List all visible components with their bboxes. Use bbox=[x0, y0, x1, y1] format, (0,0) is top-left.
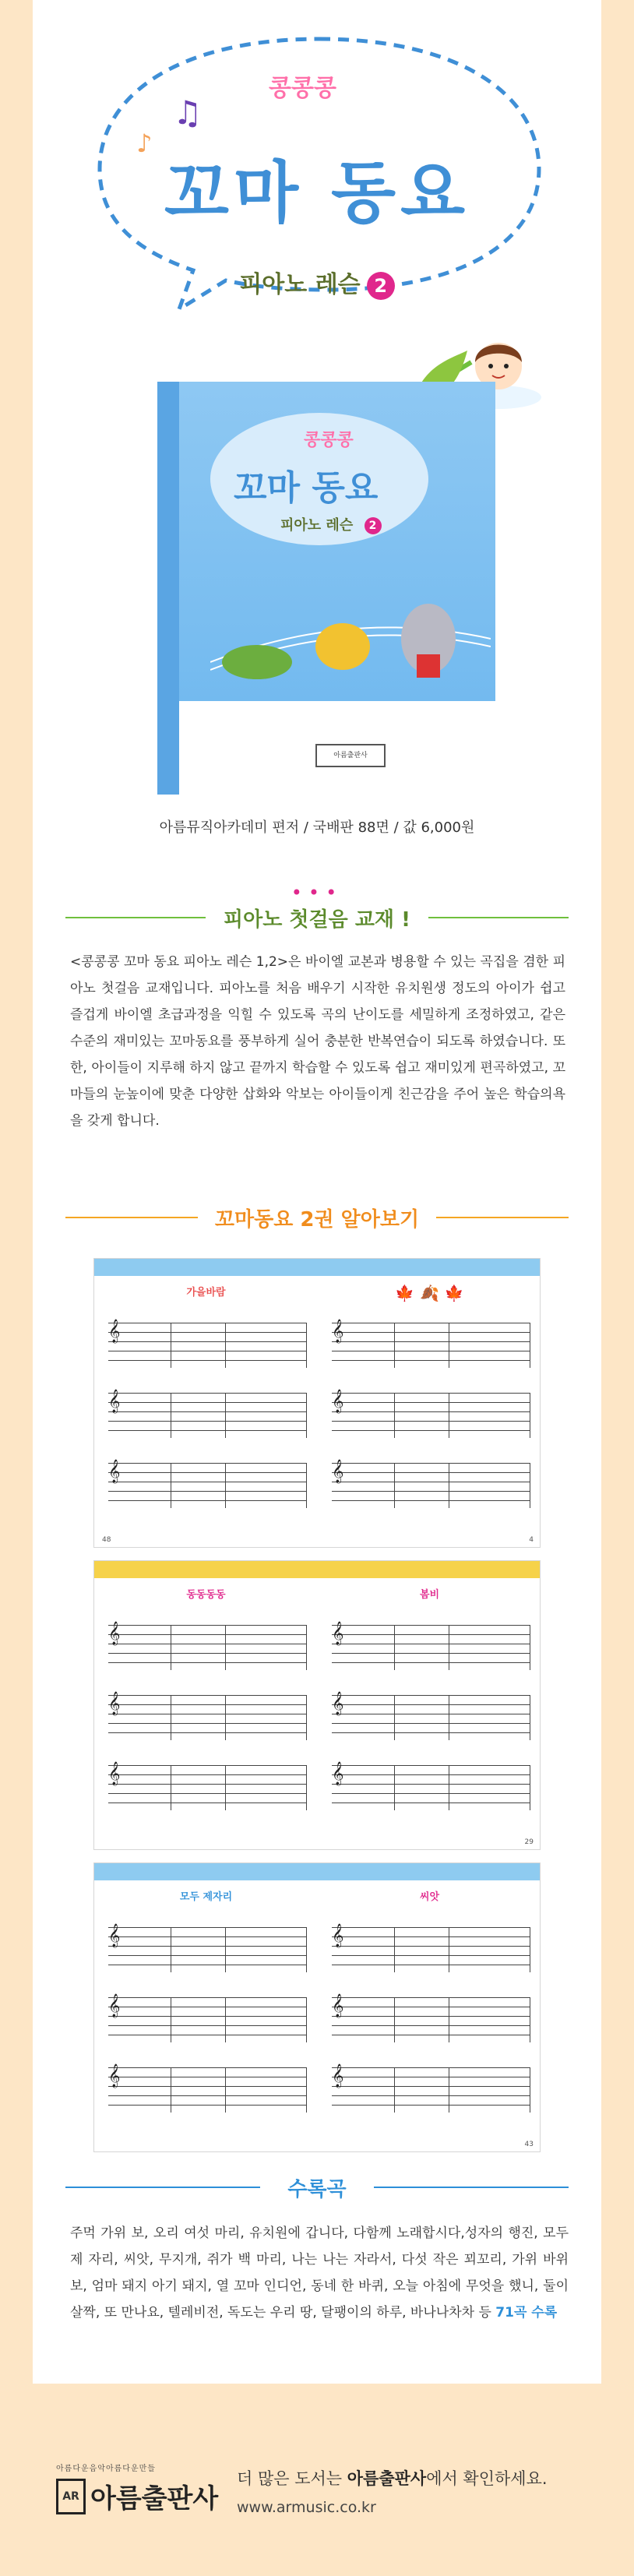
songs-heading bbox=[65, 2173, 569, 2201]
song-title: 가을바람 bbox=[186, 1287, 226, 1299]
music-note-icon: ♪ bbox=[136, 129, 153, 158]
music-staff: 𝄞 bbox=[108, 1625, 307, 1670]
heading-dots: ••• bbox=[291, 882, 343, 904]
preview-heading bbox=[65, 1203, 569, 1232]
sample-page-spread-1 bbox=[93, 1258, 541, 1548]
publisher-url-link[interactable]: www.armusic.co.kr bbox=[237, 2499, 376, 2516]
music-staff: 𝄞 bbox=[332, 1393, 530, 1438]
autumn-leaves-icon: 🍁 🍂 🍁 bbox=[395, 1284, 464, 1302]
music-staff: 𝄞 bbox=[108, 1997, 307, 2042]
page-topbar bbox=[94, 1863, 540, 1880]
preview-heading-text: 꼬마동요 2권 알아보기 bbox=[214, 1208, 420, 1232]
page-topbar bbox=[94, 1259, 540, 1276]
song-title: 모두 제자리 bbox=[179, 1891, 233, 1903]
music-staff: 𝄞 bbox=[332, 1997, 530, 2042]
music-staff: 𝄞 bbox=[332, 1695, 530, 1740]
book-publisher-logo: 아름출판사 bbox=[315, 744, 386, 767]
sample-page-right bbox=[318, 1578, 541, 1850]
music-staff: 𝄞 bbox=[108, 1463, 307, 1508]
book-cover bbox=[157, 382, 495, 795]
footer-message-pre: 더 많은 도서는 bbox=[237, 2469, 347, 2488]
header-kongkong: 콩콩콩 bbox=[269, 75, 336, 102]
book-volume-badge: 2 bbox=[365, 517, 382, 534]
page-number: 29 bbox=[524, 1838, 534, 1846]
song-count: 71곡 수록 bbox=[495, 2305, 558, 2321]
sample-page-spread-3 bbox=[93, 1862, 541, 2152]
book-subtitle bbox=[280, 514, 382, 534]
music-staff: 𝄞 bbox=[108, 1323, 307, 1368]
music-staff: 𝄞 bbox=[108, 1695, 307, 1740]
song-title: 동동동동 bbox=[186, 1589, 226, 1601]
book-animals-illustration bbox=[210, 545, 491, 701]
publisher-tagline: 아름다운음악아름다운만들 bbox=[56, 2465, 156, 2473]
page-number: 43 bbox=[524, 2141, 534, 2148]
book-info: 아름뮤직아카데미 편저 / 국배판 88면 / 값 6,000원 bbox=[159, 819, 475, 836]
music-staff: 𝄞 bbox=[332, 1927, 530, 1972]
page-number: 48 bbox=[102, 1536, 111, 1544]
music-staff: 𝄞 bbox=[108, 1765, 307, 1810]
footer-message-post: 에서 확인하세요. bbox=[426, 2469, 548, 2488]
page-subtitle bbox=[0, 265, 634, 300]
volume-badge: 2 bbox=[367, 272, 395, 300]
intro-description: <콩콩콩 꼬마 동요 피아노 레슨 1,2>은 바이엘 교본과 병용할 수 있는 곡집을 겸한 피아노 첫걸음 교재입니다. 피아노를 처음 배우기 시작한 유치원생 정도의 아이가 쉽고 즐겁게 바이엘 초급과정을 익힐 수 있도록 곡의 난이도를 세밀하게 조정하였고, 같은 수준의 재미있는 꼬마동요를 풍부하게 실어 충분한 반복연습이 되도록 하였습니다. 또한, 아이들이 지루해 하지 않고 끝까지 학습할 수 있도록 쉽고 재미있게 편곡하였고, 꼬마들의 눈높이에 맞춘 다양한 삽화와 악보는 아이들이게 친근감을 주어 높은 학습의욕을 갖게 합니다. bbox=[70, 954, 565, 1129]
song-list bbox=[70, 2220, 569, 2326]
page-number: 4 bbox=[529, 1536, 534, 1544]
page-title: 꼬마 동요 bbox=[164, 154, 470, 232]
publisher-brand: 아름출판사 bbox=[90, 2483, 219, 2514]
sample-page-left bbox=[94, 1578, 318, 1850]
music-staff: 𝄞 bbox=[332, 1625, 530, 1670]
book-kongkong: 콩콩콩 bbox=[304, 431, 354, 450]
song-title: 봄비 bbox=[419, 1589, 440, 1601]
sample-page-left bbox=[94, 1276, 318, 1548]
music-staff: 𝄞 bbox=[332, 1323, 530, 1368]
sample-page-spread-2 bbox=[93, 1560, 541, 1850]
sample-page-right bbox=[318, 1276, 541, 1548]
footer-message-brand: 아름출판사 bbox=[347, 2469, 427, 2488]
music-note-icon: ♫ bbox=[173, 93, 203, 132]
song-list-text: 주먹 가위 보, 오리 여섯 마리, 유치원에 갑니다, 다함께 노래합시다,성자의 행진, 모두 제 자리, 씨앗, 무지개, 쥐가 백 마리, 나는 나는 자라서, 다섯 작은 꾀꼬리, 가위 바위 보, 엄마 돼지 아기 돼지, 열 꼬마 인디언, 동네 한 바퀴, 오늘 아침에 무엇을 했니, 둘이 살짝, 또 만나요, 텔레비전, 독도는 우리 땅, 달팽이의 하루, 바나나차차 등 bbox=[70, 2225, 569, 2321]
publisher-logo-icon: AR bbox=[56, 2479, 86, 2514]
music-staff: 𝄞 bbox=[332, 2067, 530, 2113]
songs-heading-text: 수록곡 bbox=[287, 2178, 347, 2201]
book-subtitle-text: 피아노 레슨 bbox=[280, 517, 354, 534]
footer-message bbox=[237, 2466, 548, 2490]
music-staff: 𝄞 bbox=[332, 1765, 530, 1810]
sample-page-left bbox=[94, 1880, 318, 2152]
sample-page-right bbox=[318, 1880, 541, 2152]
book-front bbox=[179, 382, 495, 795]
music-staff: 𝄞 bbox=[108, 1393, 307, 1438]
music-staff: 𝄞 bbox=[108, 2067, 307, 2113]
music-staff: 𝄞 bbox=[332, 1463, 530, 1508]
book-title: 꼬마 동요 bbox=[234, 468, 379, 508]
book-footer-band bbox=[179, 701, 495, 795]
intro-heading-text: 피아노 첫걸음 교재 ! bbox=[224, 908, 410, 932]
music-staff: 𝄞 bbox=[108, 1927, 307, 1972]
intro-heading bbox=[65, 904, 569, 932]
subtitle-text: 피아노 레슨 bbox=[239, 271, 361, 298]
song-title: 씨앗 bbox=[419, 1891, 440, 1903]
page-topbar bbox=[94, 1561, 540, 1578]
book-spine bbox=[157, 382, 179, 795]
